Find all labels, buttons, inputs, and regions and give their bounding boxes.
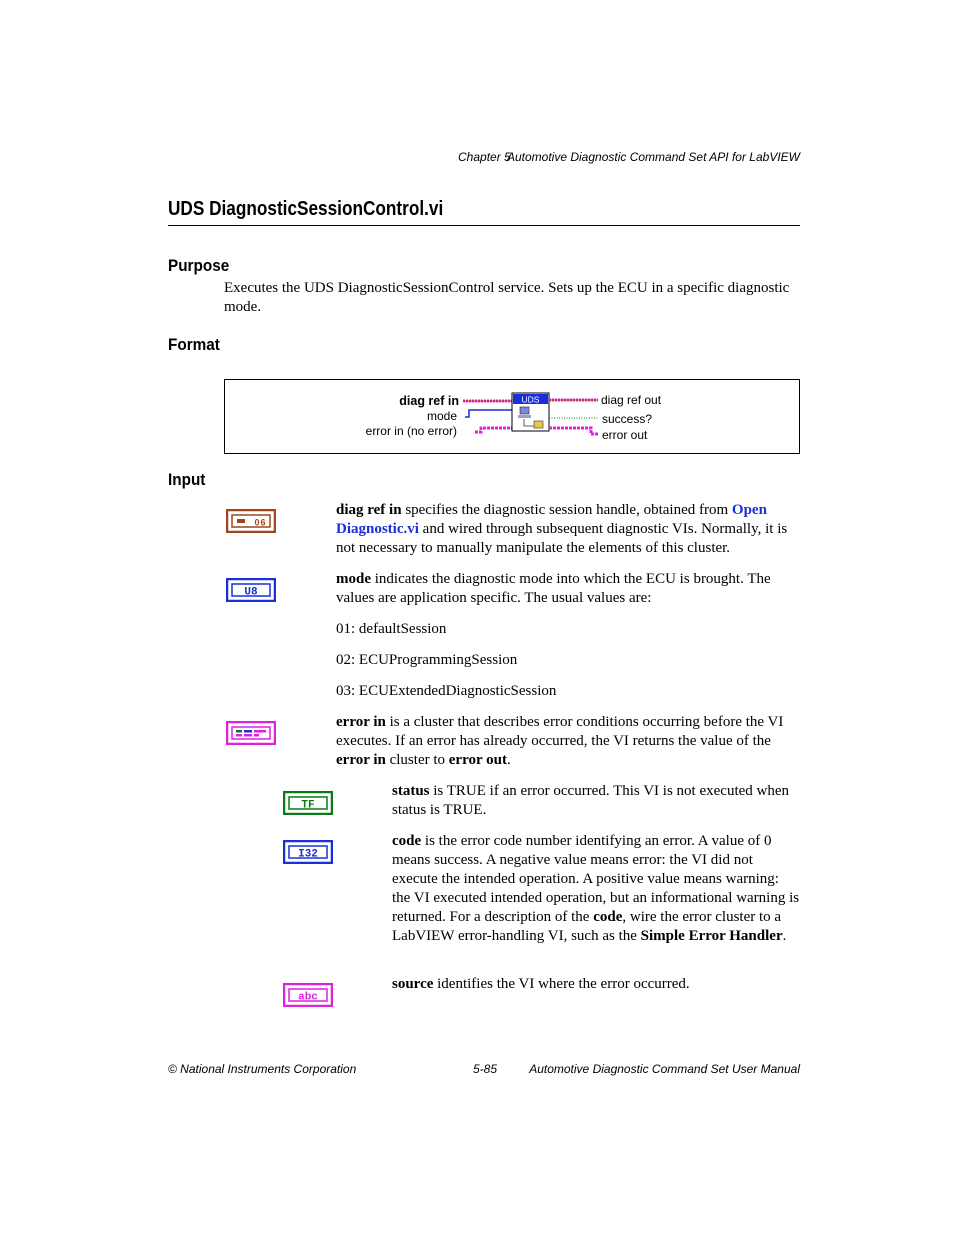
chapter-title: Automotive Diagnostic Command Set API for LabVIEW [506, 150, 800, 164]
term-name: status [392, 783, 430, 799]
svg-text:6: 6 [260, 517, 266, 528]
connector-pane-svg [225, 380, 799, 453]
format-heading: Format [168, 335, 220, 354]
term-name: error in [336, 714, 386, 730]
purpose-text: Executes the UDS DiagnosticSessionControl service. Sets up the ECU in a specific diagnostic mode. [224, 280, 790, 315]
boolean-icon [283, 791, 333, 815]
svg-text:U8: U8 [244, 586, 258, 599]
subterm-source: source identifies the VI where the error occurred. [392, 976, 690, 992]
purpose-heading: Purpose [168, 256, 230, 275]
subterm-status: status is TRUE if an error occurred. This VI is not executed when status is TRUE. [392, 783, 790, 818]
string-icon [283, 983, 333, 1007]
footer-page-number: 5-85 [473, 1062, 498, 1076]
subterm-code: code is the error code number identifying an error. A value of 0 means success. A negative value means error: the VI did not execute the intended operation. A positive value means warning: the VI executed intended operation, but an informational warning is returned. For a description of the code, wire the error cluster to a LabVIEW error-handling VI, such as the Simple Error Handler. [392, 833, 800, 944]
svg-text:0: 0 [254, 517, 260, 528]
mode-value-3: 03: ECUExtendedDiagnosticSession [336, 683, 557, 699]
vi-icon-label: UDS [521, 394, 540, 405]
svg-text:TF: TF [301, 799, 315, 812]
input-heading: Input [168, 470, 206, 489]
diagram-label-diag-ref-out: diag ref out [601, 393, 662, 407]
diagram-label-error-out: error out [602, 428, 648, 442]
i32-icon [283, 840, 333, 864]
diagram-label-success: success? [602, 412, 653, 426]
svg-text:abc: abc [298, 991, 318, 1004]
term-name: diag ref in [336, 502, 402, 518]
vi-icon [512, 393, 549, 431]
footer-copyright: © National Instruments Corporation [168, 1062, 357, 1076]
mode-value-2: 02: ECUProgrammingSession [336, 652, 518, 668]
diagram-label-error-in: error in (no error) [365, 424, 457, 438]
footer-manual-title: Automotive Diagnostic Command Set User Manual [529, 1062, 800, 1076]
chapter-number: Chapter 5 [458, 150, 511, 164]
page-title: UDS DiagnosticSessionControl.vi [168, 198, 800, 226]
term-error-in: error in is a cluster that describes error conditions occurring before the VI executes. If an error has already occurred, the VI returns the value of the error in cluster to error out. [336, 714, 784, 768]
diagram-label-diag-ref-in: diag ref in [399, 394, 459, 408]
svg-text:I32: I32 [298, 848, 318, 861]
term-diag-ref-in: diag ref in specifies the diagnostic session handle, obtained from Open Diagnostic.vi and wired through subsequent diagnostic VIs. Normally, it is not necessary to manually manipulate the elements of this cluster. [336, 502, 788, 556]
u8-icon [226, 578, 276, 602]
term-mode: mode indicates the diagnostic mode into which the ECU is brought. The values are application specific. The usual values are: [336, 571, 771, 606]
open-diagnostic-link[interactable]: Open Diagnostic.vi [336, 502, 767, 537]
mode-value-1: 01: defaultSession [336, 621, 447, 637]
connector-pane-diagram [224, 379, 800, 454]
term-name: code [392, 833, 422, 849]
term-name: mode [336, 571, 371, 587]
cluster-icon [226, 509, 276, 533]
diagram-label-mode: mode [426, 409, 457, 423]
output-wires [549, 400, 598, 434]
error-cluster-icon [226, 721, 276, 745]
term-name: source [392, 976, 434, 992]
input-wires [463, 401, 512, 432]
